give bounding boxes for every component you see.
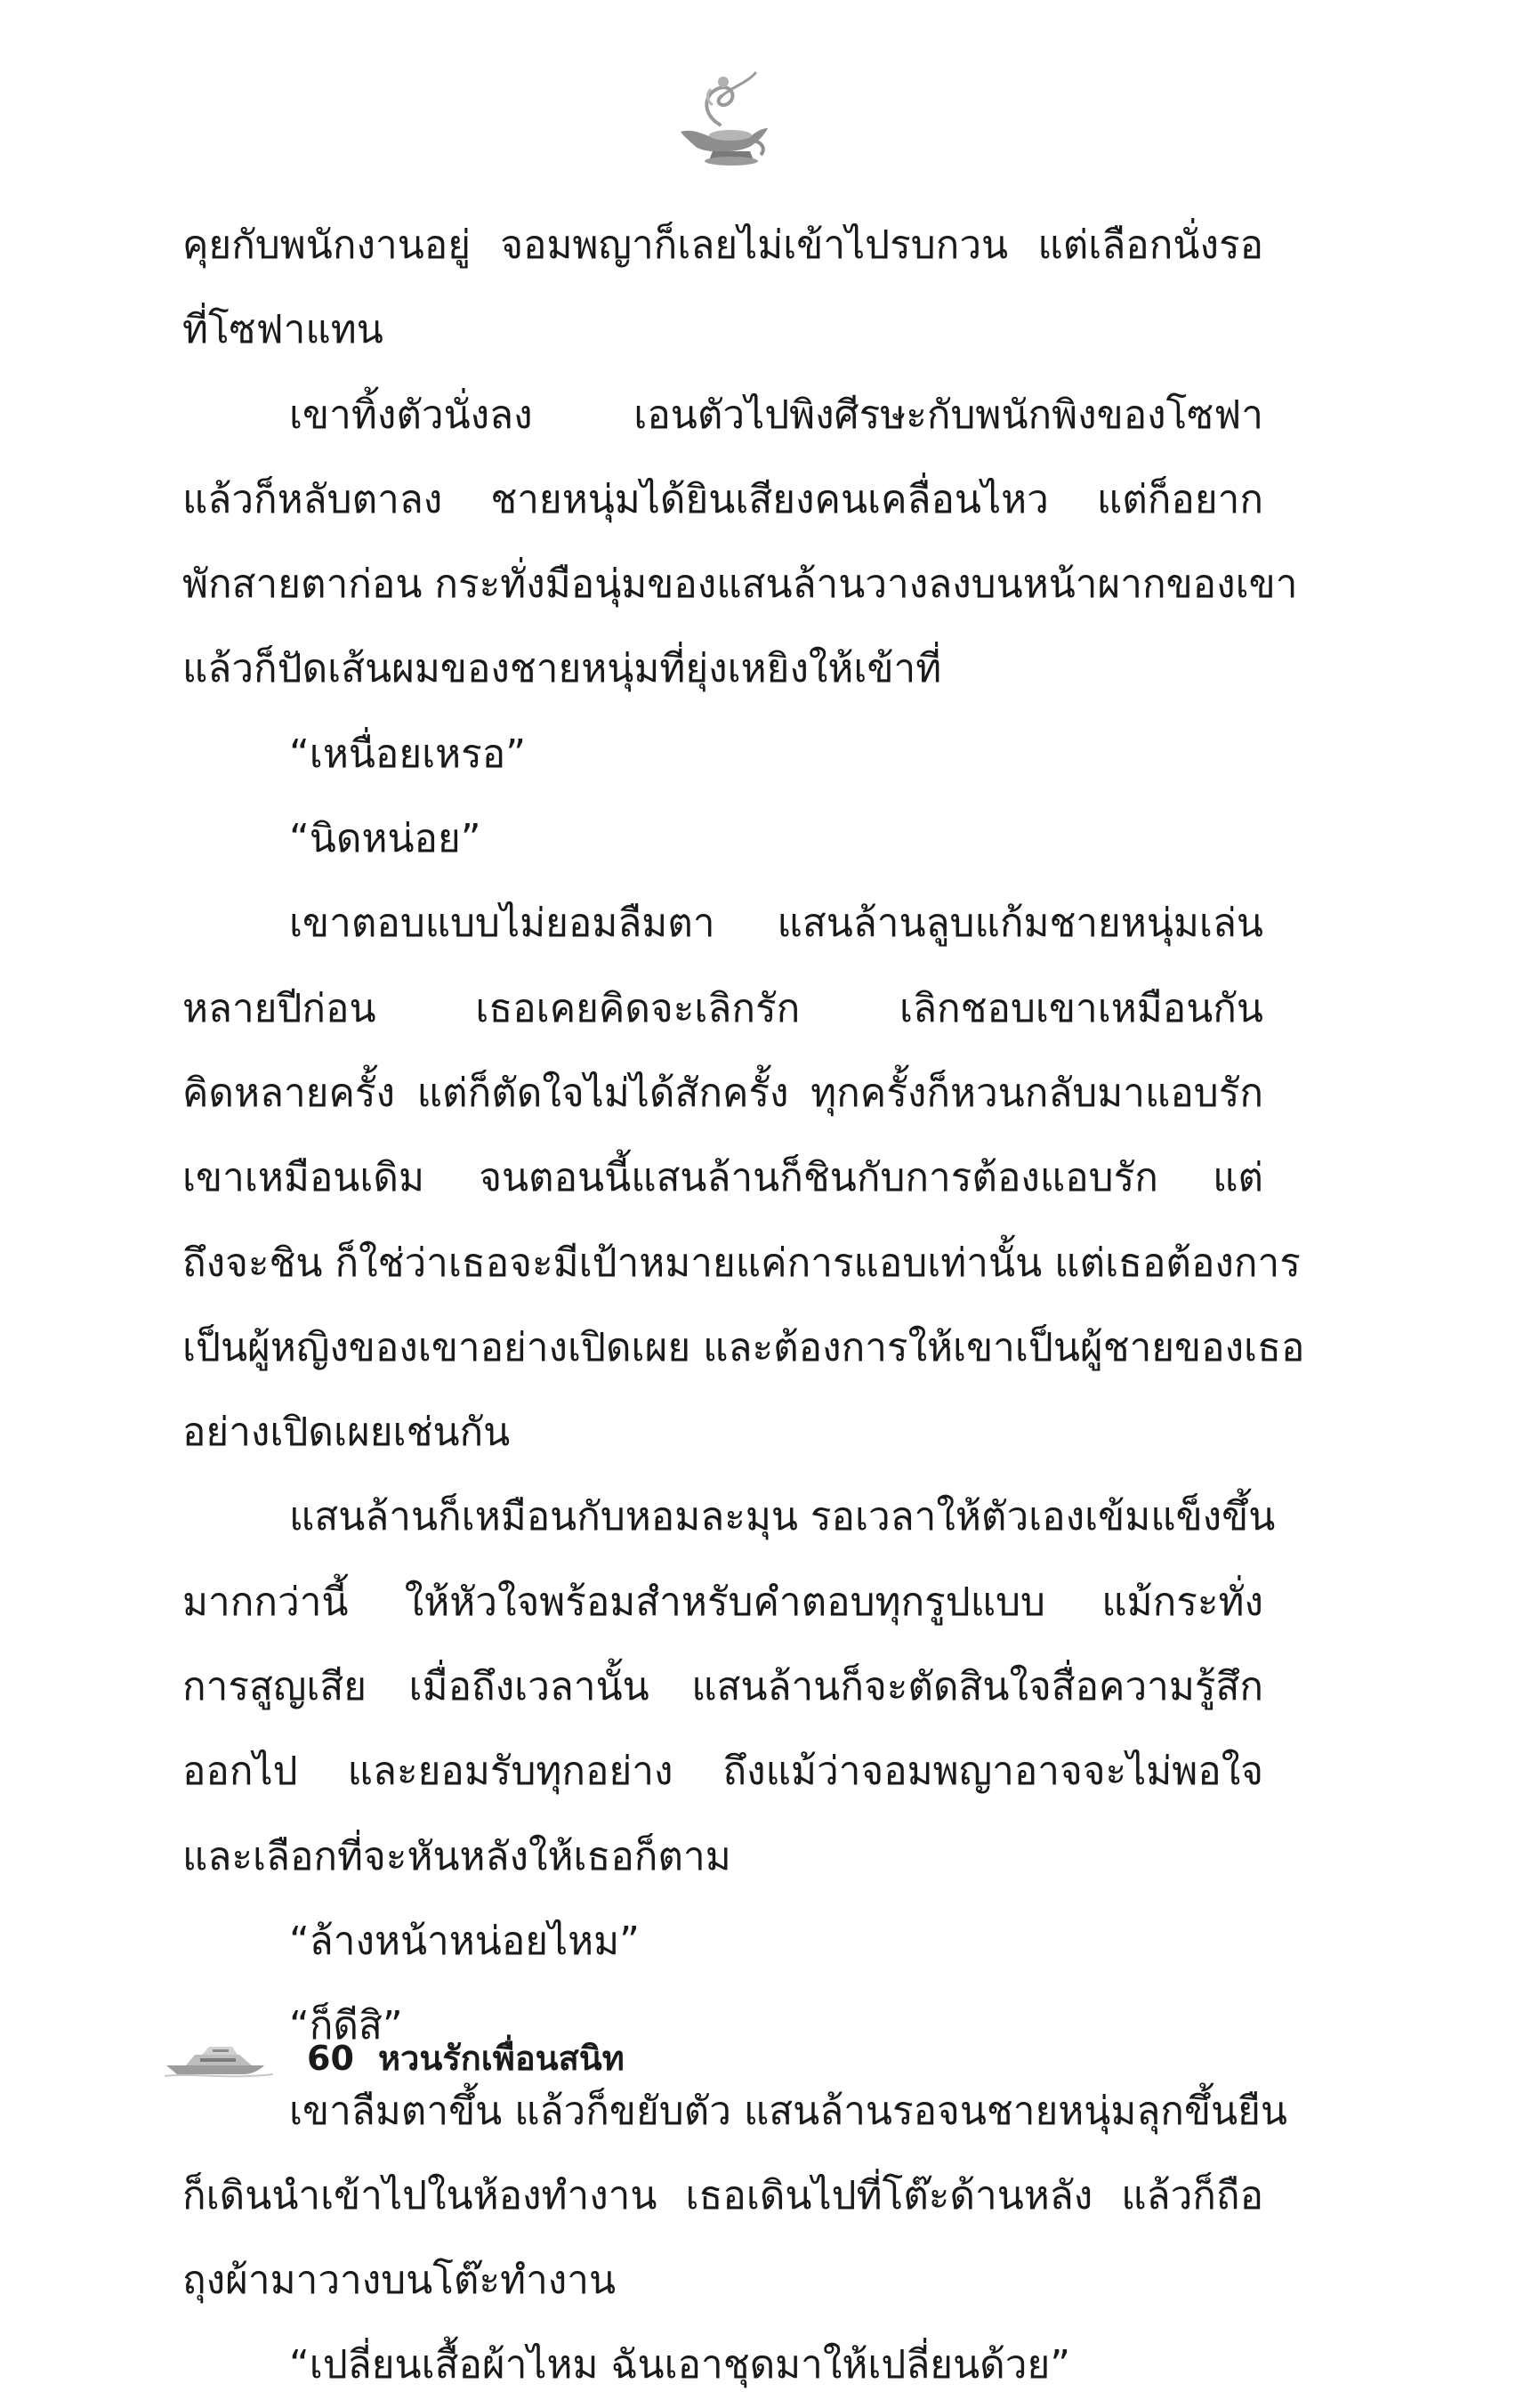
text-line: ถุงผ้ามาวางบนโต๊ะทำงาน bbox=[182, 2258, 617, 2304]
text-line: เขาตอบแบบไม่ยอมลืมตา แสนล้านลูบแก้มชายหนุ่มเล่น bbox=[289, 901, 1263, 947]
text-line: เป็นผู้หญิงของเขาอย่างเปิดเผย และต้องการให้เขาเป็นผู้ชายของเธอ bbox=[182, 1324, 1305, 1370]
text-line: มากกว่านี้ ให้หัวใจพร้อมสำหรับคำตอบทุกรูปแบบ แม้กระทั่ง bbox=[182, 1579, 1263, 1625]
text-line: ออกไป และยอมรับทุกอย่าง ถึงแม้ว่าจอมพญาอาจจะไม่พอใจ bbox=[182, 1749, 1263, 1795]
text-line: พักสายตาก่อน กระทั่งมือนุ่มของแสนล้านวางลงบนหน้าผากของเขา bbox=[182, 562, 1298, 608]
page-footer bbox=[165, 2033, 787, 2087]
text-line: เขาทิ้งตัวนั่งลง เอนตัวไปพิงศีรษะกับพนักพิงของโซฟา bbox=[289, 392, 1263, 438]
genie-lamp-icon bbox=[668, 69, 775, 167]
text-line: คิดหลายครั้ง แต่ก็ตัดใจไม่ได้สักครั้ง ทุกครั้งก็หวนกลับมาแอบรัก bbox=[182, 1070, 1263, 1116]
text-line: และเลือกที่จะหันหลังให้เธอก็ตาม bbox=[182, 1833, 731, 1879]
text-line: “ล้างหน้าหน่อยไหม” bbox=[289, 1918, 640, 1964]
text-line: “นิดหน่อย” bbox=[289, 816, 481, 862]
text-line: หลายปีก่อน เธอเคยคิดจะเลิกรัก เลิกชอบเขาเหมือนกัน bbox=[182, 985, 1263, 1031]
text-line: แล้วก็หลับตาลง ชายหนุ่มได้ยินเสียงคนเคลื่อนไหว แต่ก็อยาก bbox=[182, 476, 1263, 522]
text-line: แล้วก็ปัดเส้นผมของชายหนุ่มที่ยุ่งเหยิงให้เข้าที่ bbox=[182, 646, 942, 692]
text-line: ที่โซฟาแทน bbox=[182, 307, 383, 353]
text-line: “เหนื่อยเหรอ” bbox=[289, 731, 527, 777]
book-title: หวนรักเพื่อนสนิท bbox=[378, 2039, 625, 2078]
text-line: อย่างเปิดเผยเช่นกัน bbox=[182, 1410, 511, 1456]
text-line: การสูญเสีย เมื่อถึงเวลานั้น แสนล้านก็จะตัดสินใจสื่อความรู้สึก bbox=[182, 1664, 1263, 1710]
text-line: “ก็ดีสิ” bbox=[289, 2003, 403, 2049]
yacht-icon bbox=[165, 2039, 276, 2078]
page-number: 60 bbox=[307, 2039, 354, 2078]
text-line: ก็เดินนำเข้าไปในห้องทำงาน เธอเดินไปที่โต๊ะด้านหลัง แล้วก็ถือ bbox=[182, 2172, 1263, 2218]
text-line: เขาลืมตาขึ้น แล้วก็ขยับตัว แสนล้านรอจนชายหนุ่มลุกขึ้นยืน bbox=[289, 2088, 1287, 2134]
text-line: “เปลี่ยนเสื้อผ้าไหม ฉันเอาชุดมาให้เปลี่ยนด้วย” bbox=[289, 2342, 1071, 2388]
text-line: แสนล้านก็เหมือนกับหอมละมุน รอเวลาให้ตัวเองเข้มแข็งขึ้น bbox=[289, 1494, 1276, 1540]
text-line: ถึงจะชิน ก็ใช่ว่าเธอจะมีเป้าหมายแค่การแอบเท่านั้น แต่เธอต้องการ bbox=[182, 1240, 1301, 1286]
text-line: เขาเหมือนเดิม จนตอนนี้แสนล้านก็ชินกับการต้องแอบรัก แต่ bbox=[182, 1155, 1263, 1201]
text-line: คุยกับพนักงานอยู่ จอมพญาก็เลยไม่เข้าไปรบกวน แต่เลือกนั่งรอ bbox=[182, 222, 1263, 268]
